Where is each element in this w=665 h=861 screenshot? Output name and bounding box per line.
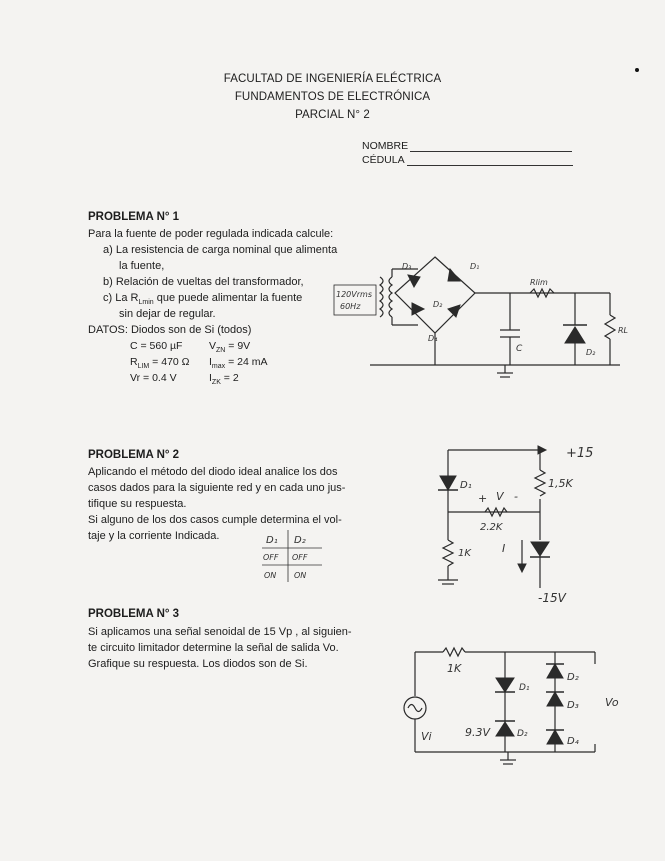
problem1-intro: Para la fuente de poder regulada indicada calcule: — [88, 228, 334, 240]
course-title: FUNDAMENTOS DE ELECTRÓNICA — [234, 91, 431, 103]
table-row1-d2: OFF — [292, 553, 308, 562]
name-label: NOMBRE — [362, 140, 409, 152]
imax-sym: I — [209, 356, 212, 368]
rl-resistor — [605, 315, 615, 339]
d1-label: D₁ — [519, 683, 530, 693]
d2-diode-icon — [547, 664, 563, 678]
primary-coil — [380, 277, 383, 317]
item-c-text: c) La R — [103, 292, 139, 304]
d1-label: D₁ — [470, 262, 480, 271]
rlim-val: = 470 Ω — [149, 356, 190, 368]
d4-diode-icon — [547, 730, 563, 744]
imax-val: = 24 mA — [225, 356, 268, 368]
vzn-sub: ZN — [216, 347, 226, 355]
table-row1-d1: OFF — [263, 553, 279, 562]
vi-label: Vi — [421, 730, 432, 743]
zener-diode-icon — [496, 722, 514, 736]
zener-label: D₂ — [586, 348, 596, 357]
supply-arrow-icon — [538, 446, 546, 454]
v-minus-label: - — [514, 490, 518, 503]
source-voltage-label: 120Vrms — [336, 290, 372, 299]
problem2-line-2: casos dados para la siguiente red y en cada uno jus- — [88, 482, 346, 494]
faculty-title: FACULTAD DE INGENIERÍA ELÉCTRICA — [223, 73, 442, 85]
d1-diode-icon — [448, 269, 460, 281]
v-plus-label: + — [478, 492, 488, 505]
item-c-sub: Lmin — [138, 299, 154, 307]
d3-label: D₃ — [402, 262, 412, 271]
d2-diode-icon — [448, 305, 460, 317]
imax-sub: max — [211, 363, 226, 371]
zener-diode-icon — [565, 327, 585, 343]
rlim-label: Rlim — [530, 278, 548, 287]
d3-diode-icon — [408, 275, 420, 287]
data-izk — [209, 370, 239, 391]
zener-label: D₂ — [517, 729, 528, 739]
izk-sub: ZK — [211, 379, 221, 387]
r-1k-label: 1K — [447, 662, 462, 675]
problem1-item-a: a) La resistencia de carga nominal que alimenta — [103, 244, 338, 256]
d3-label: D₃ — [567, 700, 579, 711]
d1-diode-icon — [440, 476, 456, 490]
problem3-title: PROBLEMA N° 3 — [88, 608, 180, 620]
diode-state-table — [250, 528, 330, 584]
problem1-data-title: DATOS: Diodos son de Si (todos) — [88, 324, 252, 336]
d2-diode-icon — [531, 542, 549, 556]
voltage-v-label: V — [496, 490, 504, 503]
name-field[interactable] — [362, 140, 572, 152]
problem3-line-1: Si aplicamos una señal senoidal de 15 Vp , al siguien- — [88, 626, 352, 638]
exam-title: PARCIAL N° 2 — [295, 109, 370, 121]
problem1-title: PROBLEMA N° 1 — [88, 211, 180, 223]
problem3-line-2: te circuito limitador determine la señal de salida Vo. — [88, 642, 339, 654]
problem1-item-a-cont: la fuente, — [119, 260, 165, 272]
problem2-line-4: Si alguno de los dos casos cumple determina el vol- — [88, 514, 342, 526]
rlim-sub: LIM — [137, 363, 150, 371]
problem1-item-b: b) Relación de vueltas del transformador, — [103, 276, 304, 288]
rl-label: RL — [618, 326, 629, 335]
table-header-d2: D₂ — [294, 535, 306, 546]
r-1k5-resistor — [535, 470, 545, 496]
d3-diode-icon — [547, 692, 563, 706]
d1-diode-icon — [496, 678, 514, 692]
d2-label: D₂ — [567, 672, 579, 683]
ideal-diode-schematic — [430, 440, 630, 605]
problem2-title: PROBLEMA N° 2 — [88, 449, 180, 461]
secondary-coil — [389, 277, 392, 317]
current-arrow-icon — [518, 564, 526, 572]
vzn-sym: V — [209, 340, 217, 352]
r-2k2-label: 2.2K — [480, 522, 503, 533]
limiter-schematic — [395, 640, 645, 770]
regulated-supply-schematic — [330, 255, 640, 385]
positive-supply-label: +15 — [566, 446, 594, 461]
problem3-line-3: Grafique su respuesta. Los diodos son de Si. — [88, 658, 308, 670]
r-1k-resistor — [443, 648, 465, 656]
d4-diode-icon — [412, 303, 424, 315]
rlim-sym: R — [130, 356, 138, 368]
bias-voltage-label: 9.3V — [465, 726, 491, 739]
problem1-item-c-cont: sin dejar de regular. — [119, 308, 216, 320]
name-blank-line[interactable] — [410, 141, 572, 152]
id-field[interactable] — [362, 154, 573, 166]
vzn-val: = 9V — [225, 340, 251, 352]
izk-val: = 2 — [220, 372, 239, 384]
izk-sym: I — [209, 372, 212, 384]
id-label: CÉDULA — [362, 154, 405, 166]
r-1k-resistor — [443, 540, 453, 566]
capacitor-label: C — [516, 344, 523, 354]
data-capacitance: C = 560 µF — [130, 340, 183, 352]
problem2-line-1: Aplicando el método del diodo ideal analice los dos — [88, 466, 338, 478]
problem2-line-3: tifique su respuesta. — [88, 498, 187, 510]
id-blank-line[interactable] — [407, 155, 573, 166]
negative-supply-label: -15V — [538, 591, 566, 605]
r-1k-label: 1K — [458, 548, 471, 559]
problem2-line-5: taje y la corriente Indicada. — [88, 530, 220, 542]
table-row2-d1: ON — [264, 571, 277, 580]
table-header-d1: D₁ — [266, 535, 278, 546]
vo-label: Vo — [605, 696, 619, 709]
d1-label: D₁ — [460, 480, 472, 491]
d4-label: D₄ — [428, 334, 438, 343]
d4-label: D₄ — [567, 736, 579, 747]
current-i-label: I — [502, 542, 506, 555]
r-1k5-label: 1,5K — [548, 477, 573, 490]
item-c-rest: que puede alimentar la fuente — [153, 292, 303, 304]
data-vr: Vr = 0.4 V — [130, 372, 177, 384]
d2-label: D₂ — [433, 300, 443, 309]
table-row2-d2: ON — [294, 571, 307, 580]
source-frequency-label: 60Hz — [340, 302, 361, 311]
